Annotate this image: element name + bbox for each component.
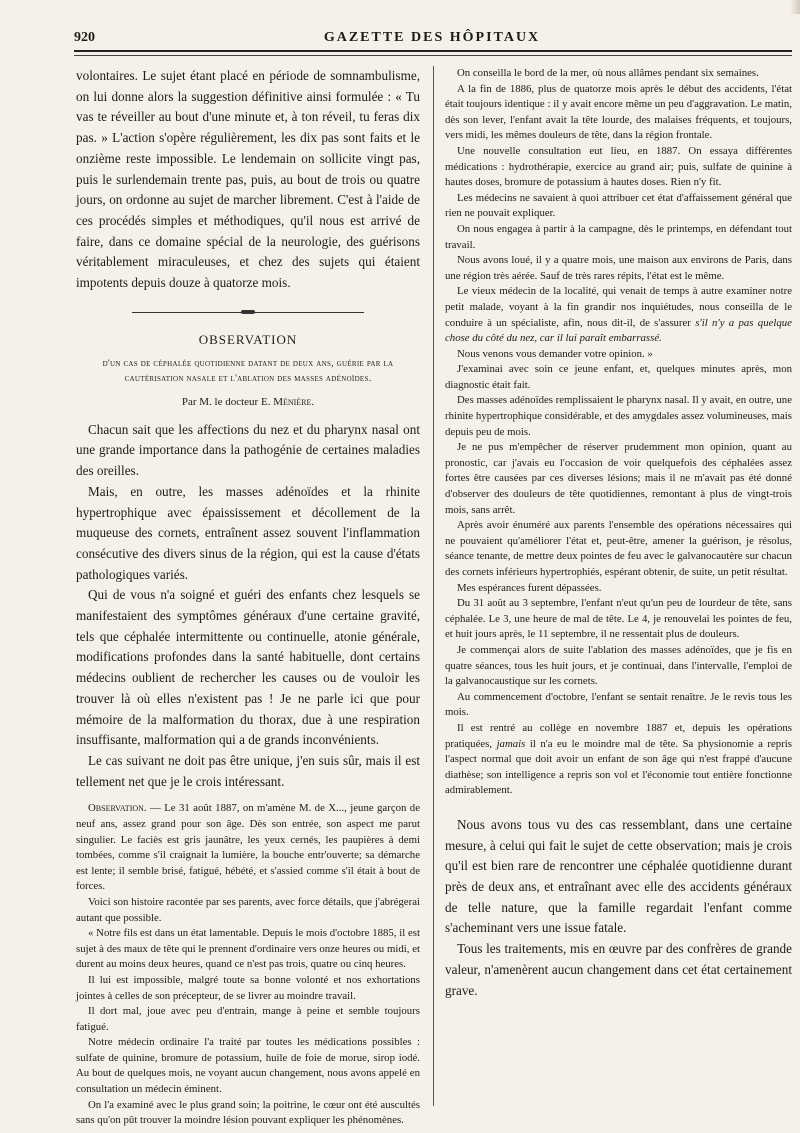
right-paragraph-1: On conseilla le bord de la mer, où nous allâmes pendant six semaines. bbox=[457, 67, 759, 79]
right-paragraph-12: Après avoir énuméré aux parents l'ensemble des opérations nécessaires qui ne pouvaient qu'améliorer l'état et, peut-être, amener la guérison, je résolus, séance tenante, de mettre deux pointes de feu avec le galvanocautère sur chacun des cornets inférieurs hypertrophiés, espérant obtenir, de suite, un petit résultat. bbox=[445, 519, 792, 578]
history-paragraph: Voici son histoire racontée par ses parents, avec force détails, que j'abrégerai autant que possible. bbox=[76, 895, 420, 924]
conclusion-paragraph-2: Tous les traitements, mis en œuvre par des confrères de grande valeur, n'amenèrent aucun changement dans cet état certainement grave. bbox=[445, 941, 792, 998]
right-paragraph-11: Je ne pus m'empêcher de réserver prudemment mon opinion, quant au pronostic, car j'avais eu l'occasion de voir quelquefois des céphalées assez fortes être causées par ces diverses lésions; mais il ne m'avait pas été donné d'observer des douleurs de tête quotidiennes, remontant à plus de vingt-trois mois, sans arrêt. bbox=[445, 441, 792, 516]
paragraph-2: Mais, en outre, les masses adénoïdes et la rhinite hypertrophique avec épaississement et décollement de la muqueuse des cornets, entraînent assez souvent l'inflammation consécutive des divers sinus de la région, qui est la cause d'états pathologiques variés. bbox=[76, 483, 420, 582]
header-rule-thin bbox=[74, 55, 792, 56]
spacer bbox=[445, 799, 792, 815]
column-separator bbox=[433, 66, 434, 1106]
author-name: E. Ménière. bbox=[260, 395, 315, 408]
observation-label: Observation. bbox=[88, 802, 147, 815]
right-paragraph-9: J'examinai avec soin ce jeune enfant, et, quelques minutes après, mon diagnostic était fait. bbox=[445, 363, 792, 391]
doctor-advice-text: Le vieux médecin de la localité, qui venait de temps à autre examiner notre petit malade, voyant à la fin grandir nos inquiétudes, nous conseilla de le conduire à un spécialiste, afin, nous dit-il, de s'assurer bbox=[445, 285, 792, 329]
right-paragraph-3: Une nouvelle consultation eut lieu, en 1887. On essaya différentes médications : hydrothérapie, exercice au grand air; puis, sulfate de quinine à hautes doses, bromure de potassium à hautes doses. Rien n'y fit. bbox=[445, 144, 792, 189]
parents-quote-paragraph: « Notre fils est dans un état lamentable. Depuis le mois d'octobre 1885, il est sujet à des maux de tête qui le prennent d'ordinaire vers onze heures ou midi, et durent au moins deux heures, quand ce n'est pas trois, quatre ou cinq heures. bbox=[76, 927, 420, 971]
right-paragraph-5: On nous engagea à partir à la campagne, dès le printemps, en défendant tout travail. bbox=[445, 222, 792, 251]
paragraph-4: Le cas suivant ne doit pas être unique, j'en suis sûr, mais il est tellement net que je le crois intéressant. bbox=[76, 752, 420, 789]
spacer bbox=[76, 792, 420, 801]
author-prefix: Par M. le docteur bbox=[181, 395, 261, 408]
college-text-start: Il est rentré au collège en novembre 1887 et, depuis les opérations pratiquées, bbox=[445, 721, 792, 750]
page-header bbox=[74, 30, 790, 52]
journal-title: GAZETTE DES HÔPITAUX bbox=[323, 30, 541, 45]
page-number: 920 bbox=[74, 30, 95, 45]
paragraph-1: Chacun sait que les affections du nez et du pharynx nasal ont une grande importance dans la pathogénie de certaines maladies des oreilles. bbox=[76, 421, 420, 479]
jamais-italic: jamais bbox=[496, 737, 526, 750]
examination-paragraph: On l'a examiné avec le plus grand soin; la poitrine, le cœur ont été auscultés sans qu'on pût trouver la moindre lésion pouvant expliquer les phénomènes. bbox=[76, 1098, 420, 1127]
right-paragraph-15: Je commençai alors de suite l'ablation des masses adénoïdes, que je fis en quatre séances, tous les huit jours, et je continuai, dans l'intervalle, l'emploi de la galvanocaustique sur les cornets. bbox=[445, 643, 792, 688]
observation-title: OBSERVATION bbox=[198, 331, 298, 347]
right-paragraph-14: Du 31 août au 3 septembre, l'enfant n'eut qu'un peu de lourdeur de tête, sans céphalée. Le 3, une heure de mal de tête. Le 4, je renouvelai les pointes de feu, et huit jours après, le 11 septembre, il ne ressentait plus de douleurs. bbox=[445, 597, 792, 641]
right-paragraph-7 bbox=[445, 284, 792, 346]
page-edge-shadow bbox=[790, 0, 800, 14]
intro-paragraph: volontaires. Le sujet étant placé en période de somnambulisme, on lui donne alors la suggestion définitive ainsi formulée : « Tu vas te réveiller au bout d'une minute et, à ton réveil, tu feras dix pas. » L'action s'opère régulièrement, les dix pas sont faits et le onzième reste impossible. Le lendemain on sollicite vingt pas, puis le surlendemain trente pas, puis, au bout de trois ou quatre jours, on ordonne au sujet de marcher librement. C'est à l'aide de ces procédés simples et méthodiques, qu'il nous est arrivé de faire, dans ce domaine spécial de la neurologie, des guérisons véritablement miraculeuses, et chez des sujets qui étaient impotents depuis douze à quatorze mois. bbox=[76, 68, 420, 291]
observation-paragraph bbox=[76, 801, 420, 895]
header-rule-thick bbox=[74, 50, 792, 52]
doctor-advice-italic: s'il n'y a pas quelque chose du côté du nez, car il lui paraît embarrassé. bbox=[445, 316, 792, 345]
right-paragraph-8: Nous venons vous demander votre opinion. » bbox=[457, 347, 653, 360]
right-paragraph-6: Nous avons loué, il y a quatre mois, une maison aux environs de Paris, dans une région très aérée. Sauf de très rares répits, l'état est le même. bbox=[445, 254, 792, 282]
observation-subtitle: d'un cas de céphalée quotidienne datant de deux ans, guérie par la cautérisation nasale et l'ablation des masses adénoïdes. bbox=[102, 357, 394, 384]
right-paragraph-10: Des masses adénoïdes remplissaient le pharynx nasal. Il y avait, en outre, une rhinite hypertrophique considérable, et des amygdales assez volumineuses, mais depuis peu de mois. bbox=[445, 394, 792, 438]
sleep-paragraph: Il dort mal, joue avec peu d'entrain, mange à peine et semble toujours fatigué. bbox=[76, 1005, 420, 1033]
work-paragraph: Il lui est impossible, malgré toute sa bonne volonté et nos exhortations jointes à celles de son précepteur, de se livrer au moindre travail. bbox=[76, 973, 420, 1002]
author-line bbox=[76, 396, 420, 408]
left-column bbox=[76, 66, 420, 1129]
right-paragraph-13: Mes espérances furent dépassées. bbox=[457, 581, 602, 594]
right-paragraph-17 bbox=[445, 721, 792, 799]
observation-text: — Le 31 août 1887, on m'amène M. de X..., jeune garçon de neuf ans, assez grand pour son âge. Dès son entrée, son aspect me parut singulier. Le faciès est gris jaunâtre, les yeux cernés, les paupières à demi tombées, comme s'il craignait la lumière, la bouche entr'ouverte; sa démarche est lente; il semble brisé, fatigué, hébété, et s'assied comme s'il était à bout de forces. bbox=[76, 802, 420, 893]
paragraph-3: Qui de vous n'a soigné et guéri des enfants chez lesquels se manifestaient des symptômes généraux d'une certaine gravité, tels que céphalée intermittente ou continuelle, atonie générale, modifications profondes dans la santé habituelle, dont certains médecins oublient de rechercher les causes ou de vouloir les trouver là où elles n'existent pas ! Je ne parle ici que pour mémoire de la malformation du thorax, due à une respiration insuffisante, malformation qui a de grands inconvénients. bbox=[76, 587, 420, 748]
right-paragraph-16: Au commencement d'octobre, l'enfant se sentait renaître. Je le revis tous les mois. bbox=[445, 690, 792, 719]
college-text-end: il n'a eu le moindre mal de tête. Sa physionomie a repris l'aspect normal que doit avoir un enfant de son âge qui n'est frappé d'aucune diathèse; son intelligence a repris son vol et l'économie tout entière fonctionne admirablement. bbox=[445, 737, 792, 797]
medication-paragraph: Notre médecin ordinaire l'a traité par toutes les médications possibles : sulfate de quinine, bromure de potassium, huile de foie de morue, sirop iodé. Au bout de quelques mois, ne voyant aucun changement, nous avons appelé en consultation un médecin éminent. bbox=[76, 1036, 420, 1096]
right-paragraph-2: A la fin de 1886, plus de quatorze mois après le début des accidents, l'état était toujours identique : il y avait encore même un peu d'aggravation. Le matin, dès son lever, l'enfant avait la tête lourde, des malaises fréquents, et toujours, vers midi, les mêmes douleurs de tête, dans la région frontale. bbox=[445, 82, 792, 142]
right-paragraph-4: Les médecins ne savaient à quoi attribuer cet état d'affaissement général que rien ne pouvait expliquer. bbox=[445, 191, 792, 220]
section-divider bbox=[76, 303, 420, 321]
conclusion-paragraph-1: Nous avons tous vu des cas ressemblant, dans une certaine mesure, à celui qui fait le sujet de cette observation; mais je crois qu'il est bien rare de rencontrer une céphalée quotidienne durant près de deux ans, et entraînant avec elle des accidents généraux de telle nature, que la famille regardait l'enfant comme s'acheminant vers une issue fatale. bbox=[445, 816, 792, 936]
right-column bbox=[445, 66, 792, 1001]
